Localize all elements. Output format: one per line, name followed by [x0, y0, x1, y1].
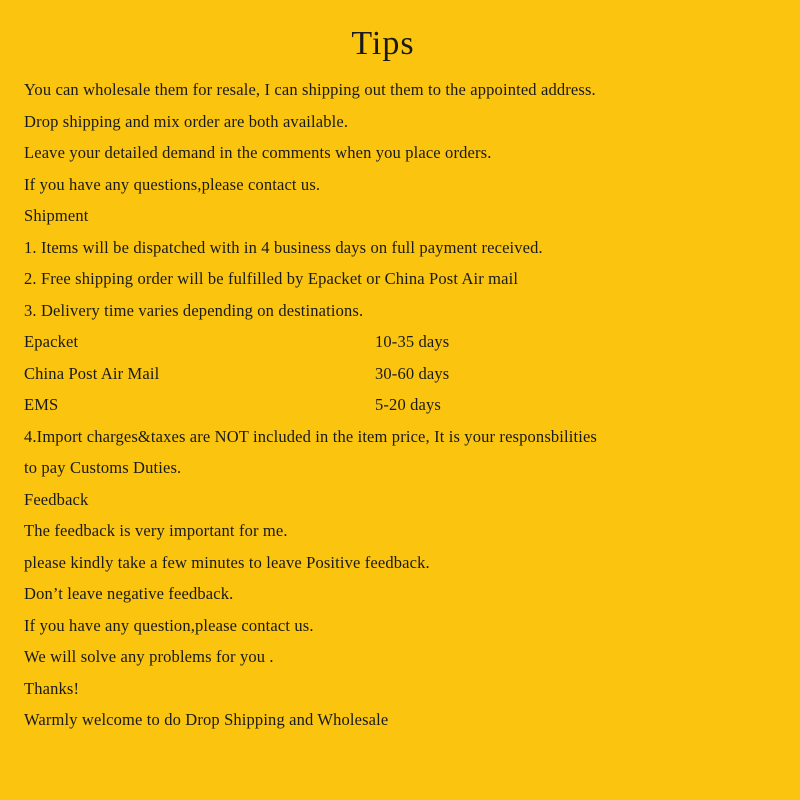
feedback-heading: Feedback: [24, 489, 89, 509]
feedback-line: Warmly welcome to do Drop Shipping and Wholesale: [24, 710, 389, 729]
shipping-method-row: [24, 389, 794, 421]
shipping-method-name: China Post Air Mail: [24, 363, 160, 383]
feedback-line: The feedback is very important for me.: [24, 521, 288, 540]
import-note-continued: to pay Customs Duties.: [24, 458, 182, 477]
shipment-item: 1. Items will be dispatched with in 4 business days on full payment received.: [24, 237, 543, 257]
shipment-item: 3. Delivery time varies depending on destinations.: [24, 300, 364, 320]
intro-line: Drop shipping and mix order are both available.: [24, 111, 349, 131]
shipment-heading: Shipment: [24, 206, 89, 225]
shipping-method-time: 5-20 days: [375, 395, 441, 414]
shipment-item: 2. Free shipping order will be fulfilled by Epacket or China Post Air mail: [24, 269, 519, 288]
shipping-method-name: EMS: [24, 395, 59, 414]
shipping-method-name: Epacket: [24, 332, 79, 351]
feedback-line: please kindly take a few minutes to leave Positive feedback.: [24, 552, 430, 572]
page-title: Tips: [351, 25, 415, 62]
feedback-line: If you have any question,please contact us.: [24, 615, 314, 635]
tips-content: [24, 74, 794, 736]
feedback-line: We will solve any problems for you .: [24, 647, 274, 666]
import-note: 4.Import charges&taxes are NOT included in the item price, It is your responsbilities: [24, 426, 598, 446]
shipping-method-row: [24, 326, 794, 358]
intro-line: Leave your detailed demand in the comments when you place orders.: [24, 143, 492, 162]
shipping-method-time: 10-35 days: [375, 332, 450, 351]
shipping-method-row: [24, 358, 794, 390]
feedback-line: Don’t leave negative feedback.: [24, 584, 234, 603]
feedback-line: Thanks!: [24, 678, 80, 698]
shipping-method-time: 30-60 days: [375, 363, 450, 383]
intro-line: You can wholesale them for resale, I can shipping out them to the appointed address.: [24, 80, 596, 99]
intro-line: If you have any questions,please contact us.: [24, 174, 321, 194]
